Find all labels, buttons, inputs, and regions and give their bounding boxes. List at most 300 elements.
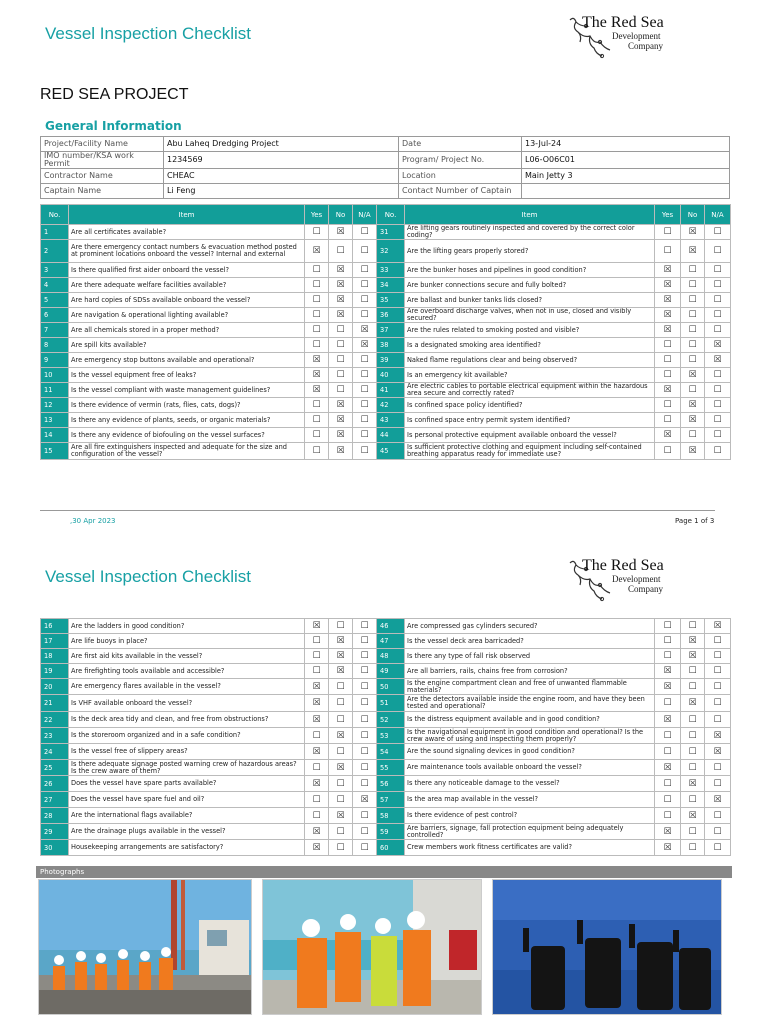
checkbox-yes[interactable]: ☐	[655, 695, 681, 712]
item-number: 19	[41, 664, 69, 679]
checkbox-na[interactable]: ☐	[353, 679, 377, 695]
checkbox-no[interactable]: ☐	[681, 383, 705, 398]
header-na: N/A	[705, 205, 731, 225]
checkbox-no[interactable]: ☒	[329, 728, 353, 744]
checkbox-yes[interactable]: ☐	[655, 225, 681, 240]
checkbox-na[interactable]: ☐	[353, 353, 377, 368]
item-number: 60	[377, 840, 405, 856]
item-number: 2	[41, 240, 69, 263]
checklist-row	[41, 649, 731, 664]
item-question: Are the lifting gears properly stored?	[405, 240, 655, 263]
item-number: 1	[41, 225, 69, 240]
checkbox-na[interactable]: ☐	[353, 383, 377, 398]
checkbox-yes[interactable]: ☐	[305, 664, 329, 679]
checkbox-no[interactable]: ☒	[329, 649, 353, 664]
item-question: Are ballast and bunker tanks lids closed?	[405, 293, 655, 308]
checkbox-na[interactable]: ☐	[705, 776, 731, 792]
item-number: 23	[41, 728, 69, 744]
checkbox-yes[interactable]: ☐	[655, 619, 681, 634]
checkbox-no[interactable]: ☐	[329, 368, 353, 383]
checkbox-yes[interactable]: ☒	[305, 619, 329, 634]
checkbox-na[interactable]: ☐	[705, 649, 731, 664]
checkbox-yes[interactable]: ☐	[305, 413, 329, 428]
checkbox-na[interactable]: ☒	[705, 728, 731, 744]
info-label: Contact Number of Captain	[399, 184, 522, 199]
item-number: 17	[41, 634, 69, 649]
item-question: Is the vessel equipment free of leaks?	[69, 368, 305, 383]
info-value: 13-Jul-24	[522, 137, 730, 152]
checkbox-na[interactable]: ☐	[353, 760, 377, 776]
item-number: 35	[377, 293, 405, 308]
checklist-row	[41, 840, 731, 856]
checkbox-na[interactable]: ☐	[705, 679, 731, 695]
checkbox-na[interactable]: ☐	[353, 695, 377, 712]
item-question: Is confined space entry permit system identified?	[405, 413, 655, 428]
checkbox-na[interactable]: ☐	[705, 664, 731, 679]
item-question: Is there evidence of pest control?	[405, 808, 655, 824]
checkbox-yes[interactable]: ☐	[305, 792, 329, 808]
item-number: 49	[377, 664, 405, 679]
item-number: 15	[41, 443, 69, 460]
checklist-row	[41, 808, 731, 824]
checkbox-yes[interactable]: ☐	[305, 278, 329, 293]
checkbox-na[interactable]: ☐	[705, 634, 731, 649]
checkbox-na[interactable]: ☐	[705, 308, 731, 323]
checkbox-na[interactable]: ☐	[353, 368, 377, 383]
item-question: Is the distress equipment available and in good condition?	[405, 712, 655, 728]
item-question: Are all certificates available?	[69, 225, 305, 240]
item-question: Are first aid kits available in the vessel?	[69, 649, 305, 664]
checkbox-yes[interactable]: ☐	[305, 398, 329, 413]
checkbox-no[interactable]: ☐	[329, 712, 353, 728]
checkbox-na[interactable]: ☐	[353, 744, 377, 760]
checkbox-na[interactable]: ☐	[705, 443, 731, 460]
photo-crew-discussion	[262, 879, 482, 1015]
item-number: 57	[377, 792, 405, 808]
item-question: Are there adequate welfare facilities available?	[69, 278, 305, 293]
checklist-row	[41, 760, 731, 776]
checkbox-no[interactable]: ☐	[681, 760, 705, 776]
checkbox-yes[interactable]: ☒	[305, 679, 329, 695]
checkbox-yes[interactable]: ☐	[655, 634, 681, 649]
item-question: Are life buoys in place?	[69, 634, 305, 649]
header-no-col: No	[681, 205, 705, 225]
checkbox-na[interactable]: ☐	[353, 398, 377, 413]
checkbox-yes[interactable]: ☐	[655, 744, 681, 760]
checkbox-yes[interactable]: ☐	[655, 398, 681, 413]
checklist-row	[41, 634, 731, 649]
item-question: Are spill kits available?	[69, 338, 305, 353]
checkbox-yes[interactable]: ☐	[655, 413, 681, 428]
checkbox-na[interactable]: ☒	[353, 338, 377, 353]
checkbox-yes[interactable]: ☐	[305, 263, 329, 278]
checkbox-no[interactable]: ☒	[681, 413, 705, 428]
info-value: Li Feng	[164, 184, 399, 199]
item-number: 37	[377, 323, 405, 338]
item-question: Are the bunker hoses and pipelines in good condition?	[405, 263, 655, 278]
checkbox-no[interactable]: ☒	[681, 776, 705, 792]
checkbox-no[interactable]: ☐	[681, 824, 705, 840]
checkbox-na[interactable]: ☒	[353, 792, 377, 808]
item-number: 50	[377, 679, 405, 695]
checkbox-na[interactable]: ☐	[353, 308, 377, 323]
checkbox-no[interactable]: ☐	[329, 840, 353, 856]
item-number: 4	[41, 278, 69, 293]
checkbox-yes[interactable]: ☐	[655, 240, 681, 263]
checkbox-no[interactable]: ☐	[681, 840, 705, 856]
checkbox-na[interactable]: ☐	[705, 225, 731, 240]
checkbox-no[interactable]: ☒	[681, 225, 705, 240]
checkbox-na[interactable]: ☐	[353, 278, 377, 293]
photo-vhf-radios	[492, 879, 722, 1015]
item-question: Does the vessel have spare fuel and oil?	[69, 792, 305, 808]
checkbox-yes[interactable]: ☒	[305, 353, 329, 368]
footer-date: ,30 Apr 2023	[70, 517, 116, 525]
item-question: Is the deck area tidy and clean, and free from obstructions?	[69, 712, 305, 728]
checkbox-no[interactable]: ☐	[681, 792, 705, 808]
item-number: 22	[41, 712, 69, 728]
checkbox-yes[interactable]: ☐	[655, 338, 681, 353]
checkbox-no[interactable]: ☒	[681, 443, 705, 460]
checkbox-na[interactable]: ☒	[705, 744, 731, 760]
checkbox-yes[interactable]: ☐	[305, 225, 329, 240]
checklist-row	[41, 728, 731, 744]
checkbox-no[interactable]: ☐	[681, 664, 705, 679]
checkbox-yes[interactable]: ☐	[655, 443, 681, 460]
item-number: 39	[377, 353, 405, 368]
checkbox-no[interactable]: ☒	[329, 413, 353, 428]
item-question: Is the vessel free of slippery areas?	[69, 744, 305, 760]
checkbox-na[interactable]: ☐	[353, 443, 377, 460]
checkbox-yes[interactable]: ☐	[655, 649, 681, 664]
checklist-row	[41, 695, 731, 712]
checkbox-no[interactable]: ☐	[681, 619, 705, 634]
checkbox-na[interactable]: ☐	[353, 824, 377, 840]
checkbox-no[interactable]: ☒	[681, 808, 705, 824]
item-question: Are the international flags available?	[69, 808, 305, 824]
item-number: 59	[377, 824, 405, 840]
item-number: 41	[377, 383, 405, 398]
checklist-row	[41, 398, 731, 413]
checkbox-yes[interactable]: ☒	[305, 240, 329, 263]
checkbox-yes[interactable]: ☐	[305, 428, 329, 443]
checkbox-yes[interactable]: ☒	[655, 679, 681, 695]
checkbox-yes[interactable]: ☐	[305, 808, 329, 824]
item-question: Are maintenance tools available onboard the vessel?	[405, 760, 655, 776]
checkbox-no[interactable]: ☒	[329, 308, 353, 323]
checkbox-no[interactable]: ☒	[329, 225, 353, 240]
checklist-header	[41, 205, 731, 225]
checkbox-yes[interactable]: ☐	[305, 649, 329, 664]
checkbox-na[interactable]: ☐	[353, 240, 377, 263]
checkbox-yes[interactable]: ☒	[305, 383, 329, 398]
checkbox-no[interactable]: ☒	[329, 443, 353, 460]
item-number: 5	[41, 293, 69, 308]
checkbox-yes[interactable]: ☐	[655, 792, 681, 808]
item-question: Housekeeping arrangements are satisfactory?	[69, 840, 305, 856]
checkbox-na[interactable]: ☒	[705, 353, 731, 368]
checkbox-no[interactable]: ☐	[329, 240, 353, 263]
checkbox-no[interactable]: ☒	[681, 649, 705, 664]
item-number: 24	[41, 744, 69, 760]
item-question: Is the area map available in the vessel?	[405, 792, 655, 808]
checkbox-no[interactable]: ☒	[329, 760, 353, 776]
item-number: 55	[377, 760, 405, 776]
checkbox-no[interactable]: ☒	[681, 240, 705, 263]
checkbox-yes[interactable]: ☒	[305, 744, 329, 760]
checkbox-na[interactable]: ☐	[353, 263, 377, 278]
checkbox-yes[interactable]: ☒	[305, 824, 329, 840]
checkbox-no[interactable]: ☐	[681, 728, 705, 744]
general-info-row	[41, 152, 730, 169]
checkbox-na[interactable]: ☐	[705, 293, 731, 308]
item-question: Are electric cables to portable electrical equipment within the hazardous area secure and correctly rated?	[405, 383, 655, 398]
checklist-row	[41, 278, 731, 293]
checkbox-na[interactable]: ☐	[705, 695, 731, 712]
photographs-header: Photographs	[36, 866, 732, 878]
checkbox-yes[interactable]: ☒	[655, 664, 681, 679]
checklist-row	[41, 824, 731, 840]
checkbox-na[interactable]: ☐	[353, 840, 377, 856]
item-number: 58	[377, 808, 405, 824]
item-question: Is an emergency kit available?	[405, 368, 655, 383]
checkbox-na[interactable]: ☐	[705, 278, 731, 293]
checklist-row	[41, 443, 731, 460]
checkbox-yes[interactable]: ☐	[655, 353, 681, 368]
item-number: 3	[41, 263, 69, 278]
item-number: 7	[41, 323, 69, 338]
checkbox-na[interactable]: ☒	[705, 338, 731, 353]
item-question: Are the ladders in good condition?	[69, 619, 305, 634]
checkbox-no[interactable]: ☒	[329, 263, 353, 278]
checkbox-no[interactable]: ☐	[329, 338, 353, 353]
checkbox-na[interactable]: ☒	[353, 323, 377, 338]
header-item: Item	[69, 205, 305, 225]
checkbox-no[interactable]: ☐	[681, 338, 705, 353]
checklist-row	[41, 776, 731, 792]
checkbox-no[interactable]: ☒	[681, 634, 705, 649]
checkbox-yes[interactable]: ☒	[655, 308, 681, 323]
checkbox-no[interactable]: ☐	[681, 323, 705, 338]
checkbox-no[interactable]: ☐	[681, 293, 705, 308]
checkbox-no[interactable]: ☐	[329, 695, 353, 712]
checkbox-na[interactable]: ☐	[705, 263, 731, 278]
item-number: 12	[41, 398, 69, 413]
checkbox-na[interactable]: ☐	[353, 225, 377, 240]
item-question: Is the storeroom organized and in a safe condition?	[69, 728, 305, 744]
checkbox-yes[interactable]: ☐	[305, 634, 329, 649]
checkbox-na[interactable]: ☐	[353, 649, 377, 664]
item-question: Are overboard discharge valves, when not in use, closed and visibly secured?	[405, 308, 655, 323]
header-na: N/A	[353, 205, 377, 225]
item-question: Are all barriers, rails, chains free from corrosion?	[405, 664, 655, 679]
checkbox-yes[interactable]: ☐	[655, 776, 681, 792]
item-question: Is there any evidence of biofouling on the vessel surfaces?	[69, 428, 305, 443]
checklist-row	[41, 619, 731, 634]
checkbox-na[interactable]: ☐	[353, 664, 377, 679]
checkbox-na[interactable]: ☐	[705, 760, 731, 776]
general-info-table	[40, 136, 730, 199]
checkbox-no[interactable]: ☐	[329, 776, 353, 792]
checkbox-no[interactable]: ☒	[329, 293, 353, 308]
item-number: 29	[41, 824, 69, 840]
checkbox-no[interactable]: ☐	[329, 383, 353, 398]
checkbox-no[interactable]: ☐	[329, 792, 353, 808]
checkbox-yes[interactable]: ☐	[305, 308, 329, 323]
checkbox-na[interactable]: ☐	[353, 428, 377, 443]
checkbox-na[interactable]: ☐	[353, 413, 377, 428]
checkbox-yes[interactable]: ☒	[655, 824, 681, 840]
checkbox-no[interactable]: ☐	[681, 308, 705, 323]
item-number: 14	[41, 428, 69, 443]
item-number: 40	[377, 368, 405, 383]
checkbox-na[interactable]: ☐	[353, 808, 377, 824]
checkbox-yes[interactable]: ☒	[305, 840, 329, 856]
item-number: 34	[377, 278, 405, 293]
checkbox-na[interactable]: ☒	[705, 619, 731, 634]
checkbox-no[interactable]: ☐	[329, 824, 353, 840]
header-yes: Yes	[305, 205, 329, 225]
checkbox-na[interactable]: ☐	[353, 776, 377, 792]
checkbox-yes[interactable]: ☒	[655, 293, 681, 308]
info-value: Abu Laheq Dredging Project	[164, 137, 399, 152]
checkbox-na[interactable]: ☐	[705, 323, 731, 338]
checkbox-na[interactable]: ☐	[353, 619, 377, 634]
checkbox-na[interactable]: ☐	[705, 368, 731, 383]
checkbox-no[interactable]: ☒	[681, 695, 705, 712]
checkbox-yes[interactable]: ☒	[305, 695, 329, 712]
checkbox-yes[interactable]: ☒	[305, 776, 329, 792]
item-question: Are the detectors available inside the engine room, and have they been tested and operational?	[405, 695, 655, 712]
item-number: 20	[41, 679, 69, 695]
checkbox-na[interactable]: ☐	[353, 293, 377, 308]
checkbox-yes[interactable]: ☒	[305, 712, 329, 728]
logo-line-3: Company	[628, 584, 663, 594]
checkbox-no[interactable]: ☐	[681, 428, 705, 443]
checkbox-na[interactable]: ☐	[353, 728, 377, 744]
item-number: 8	[41, 338, 69, 353]
header-no: No.	[377, 205, 405, 225]
checkbox-yes[interactable]: ☒	[655, 760, 681, 776]
checkbox-yes[interactable]: ☒	[655, 840, 681, 856]
checkbox-no[interactable]: ☐	[681, 278, 705, 293]
general-info-row	[41, 184, 730, 199]
item-question: Is the navigational equipment in good condition and operational? Is the crew aware of using and inspecting them properly?	[405, 728, 655, 744]
item-question: Are navigation & operational lighting available?	[69, 308, 305, 323]
checkbox-yes[interactable]: ☒	[305, 368, 329, 383]
checkbox-na[interactable]: ☐	[705, 240, 731, 263]
checkbox-yes[interactable]: ☒	[655, 383, 681, 398]
checkbox-na[interactable]: ☐	[353, 634, 377, 649]
general-info-row	[41, 169, 730, 184]
info-label: Captain Name	[41, 184, 164, 199]
checklist-row	[41, 368, 731, 383]
checkbox-no[interactable]: ☒	[329, 808, 353, 824]
checkbox-na[interactable]: ☐	[705, 712, 731, 728]
checkbox-yes[interactable]: ☐	[305, 760, 329, 776]
checkbox-yes[interactable]: ☐	[305, 338, 329, 353]
item-number: 56	[377, 776, 405, 792]
checkbox-na[interactable]: ☐	[705, 398, 731, 413]
item-question: Is the engine compartment clean and free of unwanted flammable materials?	[405, 679, 655, 695]
checkbox-no[interactable]: ☒	[329, 278, 353, 293]
checkbox-no[interactable]: ☐	[329, 619, 353, 634]
checkbox-yes[interactable]: ☐	[305, 323, 329, 338]
checkbox-no[interactable]: ☒	[681, 368, 705, 383]
checkbox-yes[interactable]: ☐	[305, 728, 329, 744]
checklist-row	[41, 383, 731, 398]
checkbox-na[interactable]: ☐	[705, 413, 731, 428]
checklist-row	[41, 353, 731, 368]
checkbox-yes[interactable]: ☐	[655, 808, 681, 824]
checkbox-na[interactable]: ☐	[705, 840, 731, 856]
item-number: 36	[377, 308, 405, 323]
checklist-row	[41, 712, 731, 728]
checkbox-na[interactable]: ☐	[353, 712, 377, 728]
checkbox-no[interactable]: ☐	[329, 744, 353, 760]
item-question: Naked flame regulations clear and being observed?	[405, 353, 655, 368]
checkbox-no[interactable]: ☒	[329, 664, 353, 679]
checkbox-no[interactable]: ☐	[681, 744, 705, 760]
checkbox-yes[interactable]: ☒	[655, 263, 681, 278]
item-question: Are firefighting tools available and accessible?	[69, 664, 305, 679]
item-number: 25	[41, 760, 69, 776]
checklist-row	[41, 792, 731, 808]
item-number: 44	[377, 428, 405, 443]
item-number: 16	[41, 619, 69, 634]
item-number: 13	[41, 413, 69, 428]
item-number: 46	[377, 619, 405, 634]
item-number: 27	[41, 792, 69, 808]
checkbox-yes[interactable]: ☐	[655, 368, 681, 383]
logo-line-2: Development	[612, 574, 661, 584]
checkbox-no[interactable]: ☐	[329, 353, 353, 368]
checkbox-no[interactable]: ☐	[329, 679, 353, 695]
checkbox-no[interactable]: ☐	[681, 712, 705, 728]
item-number: 45	[377, 443, 405, 460]
checkbox-no[interactable]: ☐	[329, 323, 353, 338]
checkbox-na[interactable]: ☐	[705, 808, 731, 824]
item-number: 30	[41, 840, 69, 856]
checkbox-no[interactable]: ☐	[681, 679, 705, 695]
checkbox-na[interactable]: ☐	[705, 824, 731, 840]
logo-line-2: Development	[612, 31, 661, 41]
checkbox-no[interactable]: ☒	[681, 398, 705, 413]
footer-divider	[40, 510, 715, 511]
checkbox-yes[interactable]: ☒	[655, 278, 681, 293]
checkbox-yes[interactable]: ☒	[655, 428, 681, 443]
checkbox-yes[interactable]: ☐	[655, 728, 681, 744]
checkbox-na[interactable]: ☐	[705, 428, 731, 443]
checkbox-no[interactable]: ☐	[681, 263, 705, 278]
checkbox-yes[interactable]: ☐	[305, 293, 329, 308]
item-question: Is the vessel compliant with waste management guidelines?	[69, 383, 305, 398]
item-question: Are emergency flares available in the vessel?	[69, 679, 305, 695]
document-title: Vessel Inspection Checklist	[45, 567, 251, 586]
item-number: 43	[377, 413, 405, 428]
item-number: 18	[41, 649, 69, 664]
checkbox-na[interactable]: ☐	[705, 383, 731, 398]
item-question: Is there evidence of vermin (rats, flies, cats, dogs)?	[69, 398, 305, 413]
checkbox-no[interactable]: ☒	[329, 428, 353, 443]
checkbox-yes[interactable]: ☐	[305, 443, 329, 460]
checkbox-yes[interactable]: ☒	[655, 712, 681, 728]
checkbox-no[interactable]: ☐	[681, 353, 705, 368]
checkbox-no[interactable]: ☒	[329, 398, 353, 413]
checkbox-yes[interactable]: ☒	[655, 323, 681, 338]
checkbox-na[interactable]: ☒	[705, 792, 731, 808]
checkbox-no[interactable]: ☒	[329, 634, 353, 649]
